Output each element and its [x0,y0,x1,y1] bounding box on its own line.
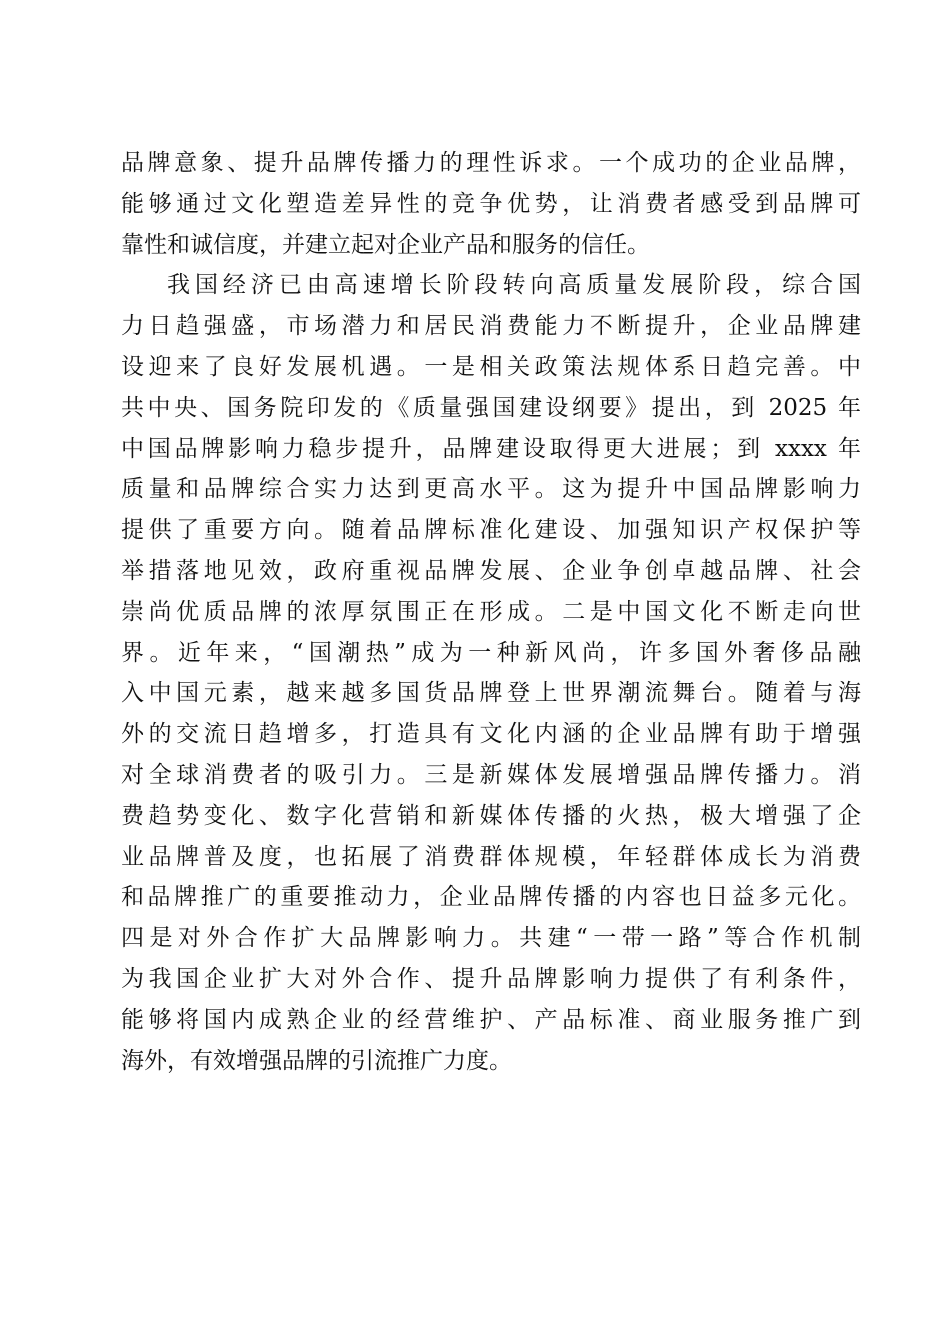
text-line: 海外，有效增强品牌的引流推广力度。 [121,1047,512,1074]
text-line: 对全球消费者的吸引力。三是新媒体发展增强品牌传播力。消 [121,761,861,788]
paragraph-brand-opportunities [121,265,861,1081]
text-line: 设迎来了良好发展机遇。一是相关政策法规体系日趋完善。中 [121,353,861,380]
paragraph-continuation [121,143,861,265]
text-line: 能够通过文化塑造差异性的竞争优势，让消费者感受到品牌可 [121,190,861,217]
text-line: 质量和品牌综合实力达到更高水平。这为提升中国品牌影响力 [121,476,861,503]
text-line: 入中国元素，越来越多国货品牌登上世界潮流舞台。随着与海 [121,680,861,707]
text-line: 共中央、国务院印发的《质量强国建设纲要》提出，到 2025 年 [121,394,861,421]
text-line: 和品牌推广的重要推动力，企业品牌传播的内容也日益多元化。 [121,884,861,911]
text-line: 能够将国内成熟企业的经营维护、产品标准、商业服务推广到 [121,1006,861,1033]
text-line: 举措落地见效，政府重视品牌发展、企业争创卓越品牌、社会 [121,557,861,584]
text-line: 费趋势变化、数字化营销和新媒体传播的火热，极大增强了企 [121,802,861,829]
text-line: 四是对外合作扩大品牌影响力。共建“一带一路”等合作机制 [121,925,861,952]
text-line: 为我国企业扩大对外合作、提升品牌影响力提供了有利条件， [121,965,861,992]
text-line: 提供了重要方向。随着品牌标准化建设、加强知识产权保护等 [121,517,861,544]
text-line: 力日趋强盛，市场潜力和居民消费能力不断提升，企业品牌建 [121,313,861,340]
text-line: 崇尚优质品牌的浓厚氛围正在形成。二是中国文化不断走向世 [121,598,861,625]
text-line: 中国品牌影响力稳步提升，品牌建设取得更大进展；到 xxxx 年 [121,435,861,462]
text-line: 界。近年来，“国潮热”成为一种新风尚，许多国外奢侈品融 [121,639,861,666]
text-line: 外的交流日趋增多，打造具有文化内涵的企业品牌有助于增强 [121,721,861,748]
document-body [121,143,861,1081]
text-line: 我国经济已由高速增长阶段转向高质量发展阶段，综合国 [167,272,861,299]
text-line: 业品牌普及度，也拓展了消费群体规模，年轻群体成长为消费 [121,843,861,870]
text-line: 品牌意象、提升品牌传播力的理性诉求。一个成功的企业品牌， [121,150,861,176]
text-line: 靠性和诚信度，并建立起对企业产品和服务的信任。 [121,231,650,258]
